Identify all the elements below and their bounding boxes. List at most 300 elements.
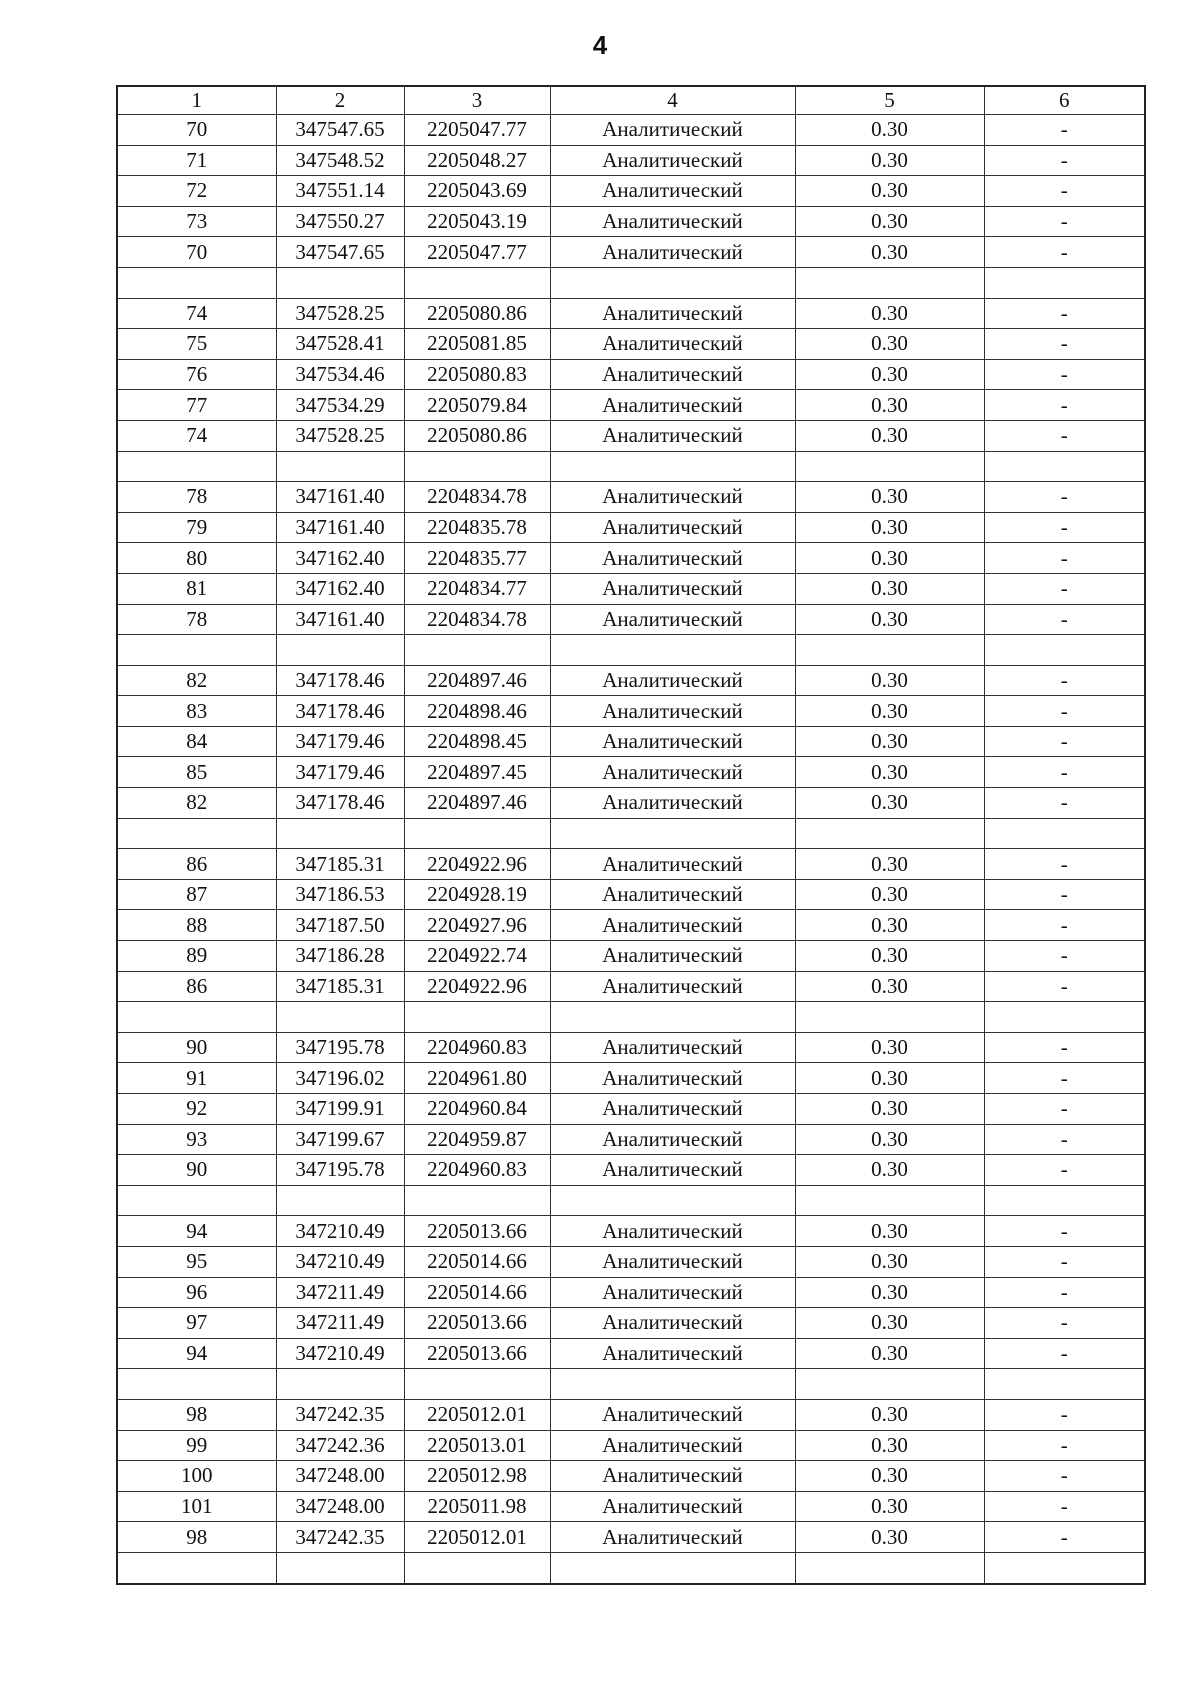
table-row <box>117 849 1145 880</box>
accuracy-cell: 0.30 <box>795 1063 984 1094</box>
y-coordinate-cell <box>404 451 550 482</box>
x-coordinate-cell: 347528.25 <box>276 420 404 451</box>
method-cell: Аналитический <box>550 1155 795 1186</box>
note-cell <box>984 635 1145 666</box>
y-coordinate-cell: 2205080.83 <box>404 359 550 390</box>
x-coordinate-cell <box>276 451 404 482</box>
table-row <box>117 1522 1145 1553</box>
y-coordinate-cell: 2204897.46 <box>404 665 550 696</box>
method-cell: Аналитический <box>550 665 795 696</box>
point-number-cell: 74 <box>117 420 276 451</box>
note-cell <box>984 1552 1145 1583</box>
accuracy-cell: 0.30 <box>795 359 984 390</box>
y-coordinate-cell <box>404 267 550 298</box>
accuracy-cell: 0.30 <box>795 1277 984 1308</box>
point-number-cell: 74 <box>117 298 276 329</box>
method-cell <box>550 1002 795 1033</box>
method-cell: Аналитический <box>550 1338 795 1369</box>
table-row <box>117 1216 1145 1247</box>
accuracy-cell: 0.30 <box>795 879 984 910</box>
point-number-cell: 91 <box>117 1063 276 1094</box>
page-number: 4 <box>592 30 608 60</box>
x-coordinate-cell: 347162.40 <box>276 573 404 604</box>
accuracy-cell: 0.30 <box>795 1522 984 1553</box>
accuracy-cell: 0.30 <box>795 329 984 360</box>
y-coordinate-cell: 2205048.27 <box>404 145 550 176</box>
table-row <box>117 788 1145 819</box>
accuracy-cell <box>795 1369 984 1400</box>
y-coordinate-cell <box>404 1552 550 1583</box>
note-cell: - <box>984 1155 1145 1186</box>
table-row <box>117 390 1145 421</box>
method-cell: Аналитический <box>550 879 795 910</box>
accuracy-cell: 0.30 <box>795 971 984 1002</box>
x-coordinate-cell: 347248.00 <box>276 1461 404 1492</box>
note-cell: - <box>984 1522 1145 1553</box>
x-coordinate-cell: 347210.49 <box>276 1338 404 1369</box>
table-row <box>117 176 1145 207</box>
note-cell <box>984 1002 1145 1033</box>
note-cell: - <box>984 726 1145 757</box>
y-coordinate-cell: 2204922.96 <box>404 971 550 1002</box>
point-number-cell <box>117 1185 276 1216</box>
method-cell: Аналитический <box>550 145 795 176</box>
column-header-2: 2 <box>276 86 404 115</box>
note-cell: - <box>984 757 1145 788</box>
note-cell: - <box>984 1246 1145 1277</box>
table-row <box>117 696 1145 727</box>
table-row <box>117 1155 1145 1186</box>
method-cell <box>550 451 795 482</box>
separator-row <box>117 267 1145 298</box>
table-row <box>117 1063 1145 1094</box>
table-header <box>117 86 1145 115</box>
table-row <box>117 482 1145 513</box>
y-coordinate-cell: 2204897.46 <box>404 788 550 819</box>
accuracy-cell: 0.30 <box>795 206 984 237</box>
accuracy-cell: 0.30 <box>795 1155 984 1186</box>
table-row <box>117 1308 1145 1339</box>
accuracy-cell: 0.30 <box>795 941 984 972</box>
y-coordinate-cell: 2205013.66 <box>404 1216 550 1247</box>
separator-row <box>117 1552 1145 1583</box>
x-coordinate-cell: 347195.78 <box>276 1032 404 1063</box>
table-row <box>117 910 1145 941</box>
y-coordinate-cell: 2205043.69 <box>404 176 550 207</box>
note-cell: - <box>984 788 1145 819</box>
separator-row <box>117 1185 1145 1216</box>
separator-row <box>117 1002 1145 1033</box>
x-coordinate-cell: 347186.53 <box>276 879 404 910</box>
method-cell: Аналитический <box>550 604 795 635</box>
note-cell: - <box>984 971 1145 1002</box>
y-coordinate-cell: 2205079.84 <box>404 390 550 421</box>
accuracy-cell: 0.30 <box>795 1032 984 1063</box>
separator-row <box>117 451 1145 482</box>
method-cell: Аналитический <box>550 757 795 788</box>
accuracy-cell <box>795 1002 984 1033</box>
point-number-cell: 93 <box>117 1124 276 1155</box>
note-cell <box>984 267 1145 298</box>
point-number-cell: 90 <box>117 1032 276 1063</box>
point-number-cell: 78 <box>117 604 276 635</box>
x-coordinate-cell: 347178.46 <box>276 788 404 819</box>
x-coordinate-cell: 347550.27 <box>276 206 404 237</box>
accuracy-cell <box>795 818 984 849</box>
accuracy-cell: 0.30 <box>795 1094 984 1125</box>
x-coordinate-cell <box>276 635 404 666</box>
point-number-cell: 71 <box>117 145 276 176</box>
accuracy-cell: 0.30 <box>795 298 984 329</box>
table-row <box>117 1124 1145 1155</box>
note-cell: - <box>984 1277 1145 1308</box>
point-number-cell: 86 <box>117 971 276 1002</box>
point-number-cell: 79 <box>117 512 276 543</box>
table-row <box>117 1338 1145 1369</box>
point-number-cell: 96 <box>117 1277 276 1308</box>
y-coordinate-cell: 2205047.77 <box>404 237 550 268</box>
y-coordinate-cell: 2204898.45 <box>404 726 550 757</box>
point-number-cell: 76 <box>117 359 276 390</box>
point-number-cell <box>117 267 276 298</box>
table-row <box>117 971 1145 1002</box>
table-row <box>117 879 1145 910</box>
note-cell: - <box>984 1491 1145 1522</box>
point-number-cell: 90 <box>117 1155 276 1186</box>
x-coordinate-cell: 347161.40 <box>276 512 404 543</box>
x-coordinate-cell: 347548.52 <box>276 145 404 176</box>
table-row <box>117 1430 1145 1461</box>
column-header-4: 4 <box>550 86 795 115</box>
accuracy-cell: 0.30 <box>795 420 984 451</box>
y-coordinate-cell: 2204835.77 <box>404 543 550 574</box>
method-cell: Аналитический <box>550 1246 795 1277</box>
y-coordinate-cell: 2204834.77 <box>404 573 550 604</box>
note-cell: - <box>984 665 1145 696</box>
y-coordinate-cell: 2204927.96 <box>404 910 550 941</box>
y-coordinate-cell: 2205013.01 <box>404 1430 550 1461</box>
method-cell: Аналитический <box>550 1216 795 1247</box>
x-coordinate-cell: 347161.40 <box>276 604 404 635</box>
note-cell: - <box>984 512 1145 543</box>
table-row <box>117 604 1145 635</box>
table-row <box>117 145 1145 176</box>
note-cell <box>984 451 1145 482</box>
accuracy-cell: 0.30 <box>795 237 984 268</box>
method-cell: Аналитический <box>550 359 795 390</box>
y-coordinate-cell <box>404 1185 550 1216</box>
point-number-cell: 73 <box>117 206 276 237</box>
x-coordinate-cell: 347534.46 <box>276 359 404 390</box>
note-cell: - <box>984 482 1145 513</box>
y-coordinate-cell: 2204922.74 <box>404 941 550 972</box>
point-number-cell: 81 <box>117 573 276 604</box>
column-header-6: 6 <box>984 86 1145 115</box>
note-cell: - <box>984 1124 1145 1155</box>
accuracy-cell: 0.30 <box>795 757 984 788</box>
column-header-5: 5 <box>795 86 984 115</box>
method-cell: Аналитический <box>550 176 795 207</box>
y-coordinate-cell: 2204897.45 <box>404 757 550 788</box>
y-coordinate-cell <box>404 818 550 849</box>
point-number-cell: 97 <box>117 1308 276 1339</box>
note-cell: - <box>984 145 1145 176</box>
header-row <box>117 86 1145 115</box>
y-coordinate-cell: 2205014.66 <box>404 1246 550 1277</box>
table-row <box>117 206 1145 237</box>
note-cell: - <box>984 543 1145 574</box>
x-coordinate-cell: 347186.28 <box>276 941 404 972</box>
x-coordinate-cell <box>276 1369 404 1400</box>
x-coordinate-cell: 347242.35 <box>276 1522 404 1553</box>
point-number-cell: 87 <box>117 879 276 910</box>
note-cell: - <box>984 390 1145 421</box>
note-cell <box>984 1369 1145 1400</box>
y-coordinate-cell: 2205013.66 <box>404 1338 550 1369</box>
table-row <box>117 1246 1145 1277</box>
coordinates-table <box>116 85 1146 1585</box>
point-number-cell: 78 <box>117 482 276 513</box>
method-cell: Аналитический <box>550 1032 795 1063</box>
x-coordinate-cell <box>276 818 404 849</box>
x-coordinate-cell: 347185.31 <box>276 849 404 880</box>
table-row <box>117 237 1145 268</box>
method-cell: Аналитический <box>550 910 795 941</box>
table-row <box>117 1032 1145 1063</box>
x-coordinate-cell: 347195.78 <box>276 1155 404 1186</box>
method-cell <box>550 1369 795 1400</box>
note-cell: - <box>984 1338 1145 1369</box>
accuracy-cell: 0.30 <box>795 696 984 727</box>
note-cell: - <box>984 237 1145 268</box>
table-row <box>117 1491 1145 1522</box>
y-coordinate-cell: 2204834.78 <box>404 482 550 513</box>
table-row <box>117 115 1145 146</box>
note-cell: - <box>984 1216 1145 1247</box>
y-coordinate-cell: 2204960.84 <box>404 1094 550 1125</box>
x-coordinate-cell: 347211.49 <box>276 1308 404 1339</box>
note-cell: - <box>984 1399 1145 1430</box>
y-coordinate-cell: 2205011.98 <box>404 1491 550 1522</box>
point-number-cell: 70 <box>117 237 276 268</box>
accuracy-cell <box>795 451 984 482</box>
y-coordinate-cell: 2205012.98 <box>404 1461 550 1492</box>
x-coordinate-cell: 347199.67 <box>276 1124 404 1155</box>
note-cell: - <box>984 359 1145 390</box>
x-coordinate-cell: 347179.46 <box>276 726 404 757</box>
x-coordinate-cell: 347210.49 <box>276 1246 404 1277</box>
x-coordinate-cell <box>276 1185 404 1216</box>
method-cell <box>550 818 795 849</box>
accuracy-cell: 0.30 <box>795 1246 984 1277</box>
method-cell <box>550 635 795 666</box>
x-coordinate-cell: 347210.49 <box>276 1216 404 1247</box>
x-coordinate-cell <box>276 267 404 298</box>
y-coordinate-cell: 2204898.46 <box>404 696 550 727</box>
method-cell: Аналитический <box>550 1522 795 1553</box>
y-coordinate-cell <box>404 1369 550 1400</box>
point-number-cell: 94 <box>117 1338 276 1369</box>
method-cell: Аналитический <box>550 941 795 972</box>
method-cell: Аналитический <box>550 1277 795 1308</box>
table-row <box>117 543 1145 574</box>
note-cell: - <box>984 696 1145 727</box>
x-coordinate-cell: 347534.29 <box>276 390 404 421</box>
point-number-cell <box>117 818 276 849</box>
method-cell: Аналитический <box>550 1430 795 1461</box>
point-number-cell: 75 <box>117 329 276 360</box>
x-coordinate-cell: 347528.41 <box>276 329 404 360</box>
accuracy-cell: 0.30 <box>795 1308 984 1339</box>
table-row <box>117 298 1145 329</box>
y-coordinate-cell: 2204961.80 <box>404 1063 550 1094</box>
note-cell: - <box>984 1032 1145 1063</box>
method-cell: Аналитический <box>550 543 795 574</box>
method-cell <box>550 1185 795 1216</box>
accuracy-cell: 0.30 <box>795 573 984 604</box>
point-number-cell: 94 <box>117 1216 276 1247</box>
table-row <box>117 1277 1145 1308</box>
accuracy-cell: 0.30 <box>795 1491 984 1522</box>
method-cell: Аналитический <box>550 849 795 880</box>
x-coordinate-cell: 347551.14 <box>276 176 404 207</box>
point-number-cell: 95 <box>117 1246 276 1277</box>
y-coordinate-cell: 2205012.01 <box>404 1522 550 1553</box>
note-cell: - <box>984 573 1145 604</box>
y-coordinate-cell: 2205081.85 <box>404 329 550 360</box>
note-cell: - <box>984 206 1145 237</box>
point-number-cell: 98 <box>117 1522 276 1553</box>
y-coordinate-cell: 2205047.77 <box>404 115 550 146</box>
table-row <box>117 573 1145 604</box>
y-coordinate-cell: 2204922.96 <box>404 849 550 880</box>
method-cell: Аналитический <box>550 390 795 421</box>
point-number-cell: 80 <box>117 543 276 574</box>
y-coordinate-cell: 2204960.83 <box>404 1032 550 1063</box>
method-cell: Аналитический <box>550 482 795 513</box>
note-cell: - <box>984 910 1145 941</box>
method-cell: Аналитический <box>550 1399 795 1430</box>
note-cell: - <box>984 176 1145 207</box>
accuracy-cell <box>795 267 984 298</box>
y-coordinate-cell: 2205043.19 <box>404 206 550 237</box>
table-row <box>117 757 1145 788</box>
accuracy-cell: 0.30 <box>795 1124 984 1155</box>
method-cell <box>550 1552 795 1583</box>
y-coordinate-cell: 2205013.66 <box>404 1308 550 1339</box>
accuracy-cell: 0.30 <box>795 1430 984 1461</box>
x-coordinate-cell: 347248.00 <box>276 1491 404 1522</box>
separator-row <box>117 635 1145 666</box>
method-cell: Аналитический <box>550 1094 795 1125</box>
accuracy-cell: 0.30 <box>795 512 984 543</box>
method-cell: Аналитический <box>550 298 795 329</box>
y-coordinate-cell: 2204835.78 <box>404 512 550 543</box>
method-cell <box>550 267 795 298</box>
note-cell: - <box>984 1308 1145 1339</box>
point-number-cell: 83 <box>117 696 276 727</box>
table-row <box>117 1094 1145 1125</box>
x-coordinate-cell: 347547.65 <box>276 237 404 268</box>
y-coordinate-cell: 2204834.78 <box>404 604 550 635</box>
table-row <box>117 941 1145 972</box>
separator-row <box>117 818 1145 849</box>
method-cell: Аналитический <box>550 237 795 268</box>
note-cell: - <box>984 1461 1145 1492</box>
column-header-1: 1 <box>117 86 276 115</box>
x-coordinate-cell: 347178.46 <box>276 696 404 727</box>
table-row <box>117 726 1145 757</box>
method-cell: Аналитический <box>550 329 795 360</box>
table-row <box>117 512 1145 543</box>
x-coordinate-cell: 347242.35 <box>276 1399 404 1430</box>
method-cell: Аналитический <box>550 1063 795 1094</box>
point-number-cell <box>117 1369 276 1400</box>
accuracy-cell: 0.30 <box>795 1216 984 1247</box>
method-cell: Аналитический <box>550 1124 795 1155</box>
method-cell: Аналитический <box>550 1461 795 1492</box>
point-number-cell: 84 <box>117 726 276 757</box>
point-number-cell: 99 <box>117 1430 276 1461</box>
point-number-cell <box>117 1552 276 1583</box>
note-cell: - <box>984 849 1145 880</box>
accuracy-cell: 0.30 <box>795 1338 984 1369</box>
x-coordinate-cell: 347196.02 <box>276 1063 404 1094</box>
note-cell: - <box>984 298 1145 329</box>
point-number-cell <box>117 451 276 482</box>
point-number-cell: 101 <box>117 1491 276 1522</box>
x-coordinate-cell: 347242.36 <box>276 1430 404 1461</box>
table-body <box>117 115 1145 1584</box>
table-row <box>117 1399 1145 1430</box>
accuracy-cell: 0.30 <box>795 788 984 819</box>
accuracy-cell: 0.30 <box>795 115 984 146</box>
y-coordinate-cell: 2205014.66 <box>404 1277 550 1308</box>
note-cell: - <box>984 941 1145 972</box>
note-cell <box>984 818 1145 849</box>
accuracy-cell: 0.30 <box>795 1461 984 1492</box>
point-number-cell: 82 <box>117 788 276 819</box>
x-coordinate-cell: 347161.40 <box>276 482 404 513</box>
x-coordinate-cell: 347187.50 <box>276 910 404 941</box>
point-number-cell: 86 <box>117 849 276 880</box>
y-coordinate-cell: 2204959.87 <box>404 1124 550 1155</box>
method-cell: Аналитический <box>550 971 795 1002</box>
note-cell: - <box>984 329 1145 360</box>
note-cell: - <box>984 879 1145 910</box>
x-coordinate-cell: 347185.31 <box>276 971 404 1002</box>
y-coordinate-cell <box>404 1002 550 1033</box>
point-number-cell: 92 <box>117 1094 276 1125</box>
table-row <box>117 329 1145 360</box>
x-coordinate-cell: 347162.40 <box>276 543 404 574</box>
point-number-cell: 77 <box>117 390 276 421</box>
accuracy-cell: 0.30 <box>795 390 984 421</box>
note-cell: - <box>984 604 1145 635</box>
x-coordinate-cell: 347179.46 <box>276 757 404 788</box>
note-cell <box>984 1185 1145 1216</box>
accuracy-cell: 0.30 <box>795 665 984 696</box>
table-row <box>117 420 1145 451</box>
method-cell: Аналитический <box>550 1308 795 1339</box>
point-number-cell: 70 <box>117 115 276 146</box>
method-cell: Аналитический <box>550 1491 795 1522</box>
accuracy-cell: 0.30 <box>795 910 984 941</box>
method-cell: Аналитический <box>550 726 795 757</box>
point-number-cell: 85 <box>117 757 276 788</box>
y-coordinate-cell: 2204928.19 <box>404 879 550 910</box>
point-number-cell: 82 <box>117 665 276 696</box>
